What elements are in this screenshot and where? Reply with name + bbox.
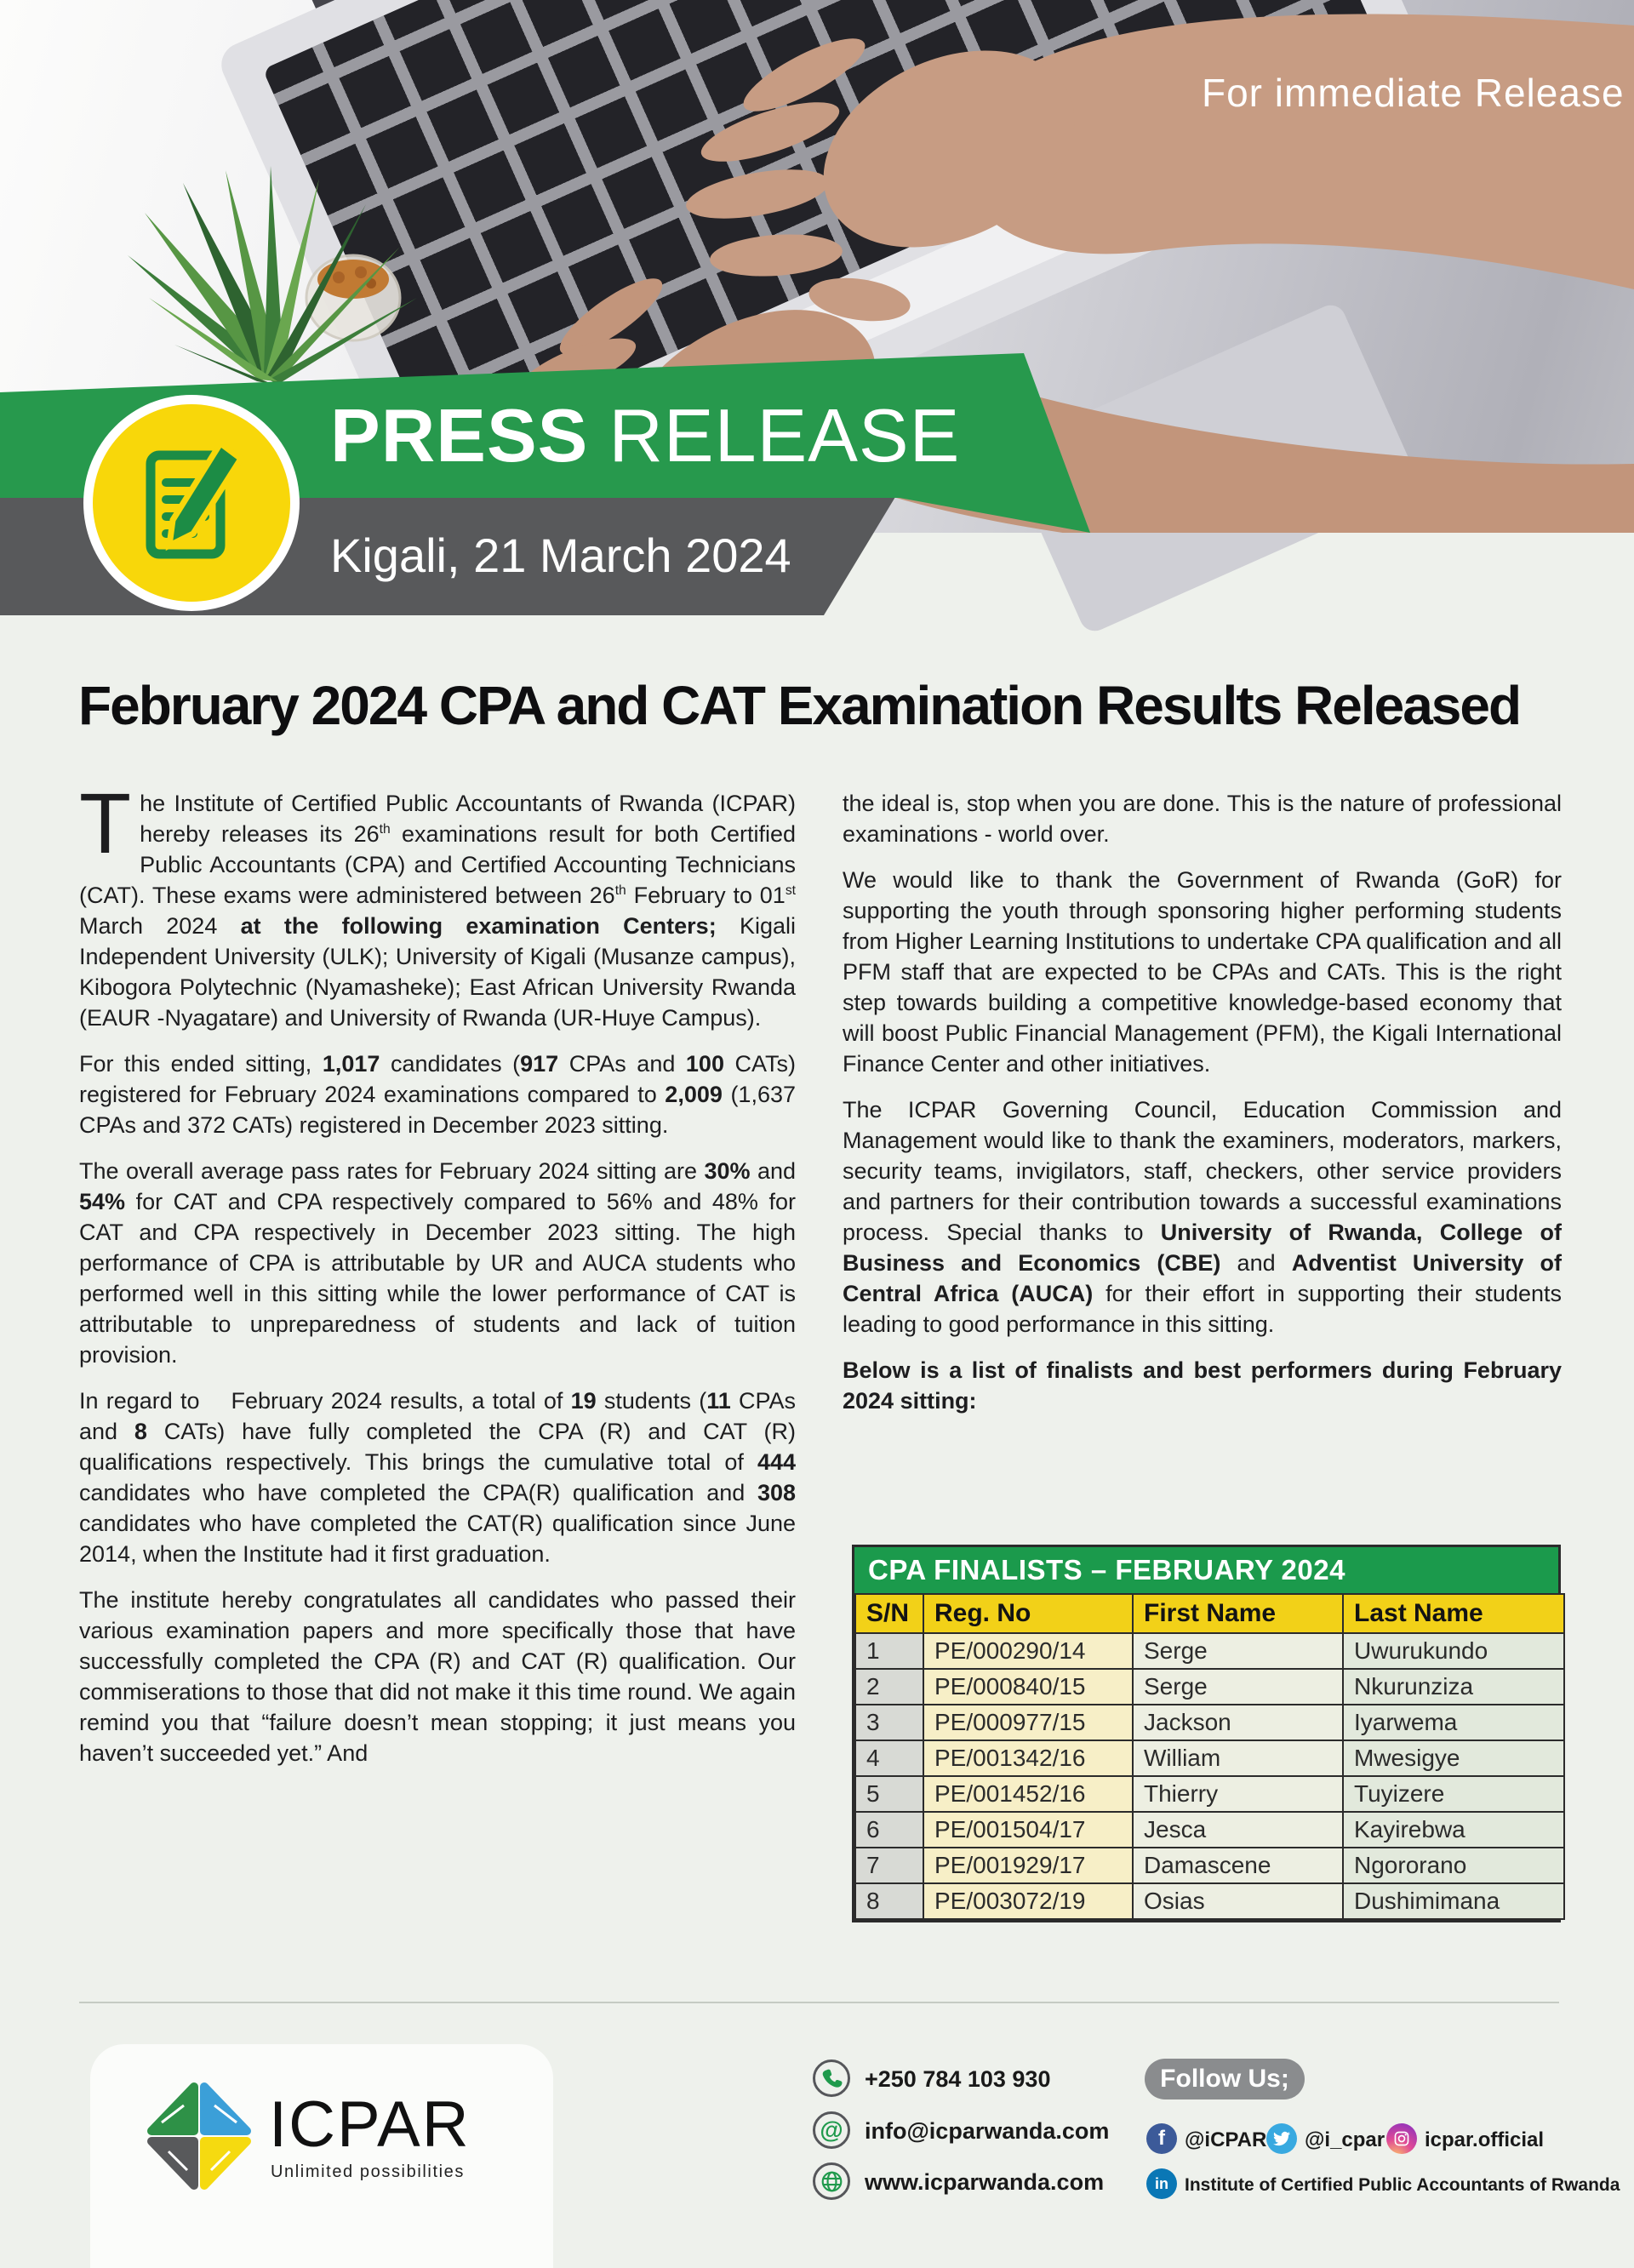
footer-divider [79,2002,1559,2003]
banner-date: Kigali, 21 March 2024 [330,528,791,582]
table-cell: 2 [855,1669,923,1705]
finalists-table [852,1545,1561,1922]
linkedin-handle: Institute of Certified Public Accountants of Rwanda [1185,2175,1620,2195]
table-cell: Uwurukundo [1343,1633,1564,1669]
twitter-handle: @i_cpar [1305,2128,1385,2151]
table-cell: Ngororano [1343,1848,1564,1883]
table-header-row [855,1594,1564,1633]
article-right-column [843,788,1562,1431]
paragraph: The institute hereby congratulates all candidates who passed their various examination papers and more specifically those that have successfully completed the CPA (R) and CAT (R) qualification. Our commiserations to those that did not make it this time round. We again remind you that “failure doesn’t mean stopping; it just means you haven’t succeeded yet.” And [79,1587,796,1766]
icpar-logo-icon [143,2080,255,2192]
press-badge [83,395,300,611]
table-cell: Serge [1133,1669,1343,1705]
table-cell: Mwesigye [1343,1740,1564,1776]
table-cell: 5 [855,1776,923,1812]
table-cell: PE/001452/16 [923,1776,1133,1812]
table-cell: 4 [855,1740,923,1776]
table-cell: Jesca [1133,1812,1343,1848]
table-cell: PE/003072/19 [923,1883,1133,1919]
press-badge-circle [93,404,290,602]
linkedin-icon[interactable] [1146,2168,1177,2199]
table-cell: 1 [855,1633,923,1669]
facebook-icon[interactable] [1146,2123,1177,2154]
table-cell: Damascene [1133,1848,1343,1883]
column-header: Last Name [1343,1594,1564,1633]
table-row [855,1848,1564,1883]
column-header: S/N [855,1594,923,1633]
table-cell: PE/000840/15 [923,1669,1133,1705]
table-cell: William [1133,1740,1343,1776]
table-row [855,1812,1564,1848]
table-cell: PE/001504/17 [923,1812,1133,1848]
table-cell: Dushimimana [1343,1883,1564,1919]
table-cell: PE/000290/14 [923,1633,1133,1669]
document-pen-icon [93,404,290,602]
facebook-handle: @iCPAR [1185,2128,1267,2151]
finalists-table-grid [854,1593,1565,1920]
paragraph: Below is a list of finalists and best performers during February 2024 sitting: [843,1357,1562,1414]
at-glyph: @ [820,2117,843,2143]
instagram-icon[interactable] [1386,2123,1417,2154]
email-address[interactable]: info@icparwanda.com [865,2118,1110,2144]
paragraph: The overall average pass rates for February 2024 sitting are 30% and 54% for CAT and CPA respectively compared to 56% and 48% for CAT and CPA respectively in December 2023 sitting. The high performance of CPA is attributable by UR and AUCA students who performed well in this sitting while the lower performance of CAT is attributable to unpreparedness of students and lack of tuition provision. [79,1158,796,1368]
table-cell: PE/001929/17 [923,1848,1133,1883]
table-cell: PE/000977/15 [923,1705,1133,1740]
table-cell: 8 [855,1883,923,1919]
linkedin-glyph: in [1155,2174,1168,2192]
paragraph: In regard to February 2024 results, a total of 19 students (11 CPAs and 8 CATs) have fully completed the CPA (R) and CAT (R) qualifications respectively. This brings the cumulative total of 444 candidates who have completed the CPA(R) qualification and 308 candidates who have completed the CAT(R) qualification since June 2014, when the Institute had it first graduation. [79,1388,797,1567]
table-cell: Nkurunziza [1343,1669,1564,1705]
instagram-handle: icpar.official [1425,2128,1545,2151]
table-row [855,1705,1564,1740]
table-cell: Iyarwema [1343,1705,1564,1740]
table-row [855,1669,1564,1705]
table-row [855,1740,1564,1776]
icpar-logo-tagline: Unlimited possibilities [271,2162,465,2181]
phone-number: +250 784 103 930 [865,2066,1051,2092]
facebook-glyph: f [1158,2127,1165,2150]
table-cell: Osias [1133,1883,1343,1919]
table-cell: Jackson [1133,1705,1343,1740]
release-note: For immediate Release [1202,71,1625,115]
table-cell: PE/001342/16 [923,1740,1133,1776]
table-cell: Thierry [1133,1776,1343,1812]
banner-title [330,393,961,477]
table-cell: 7 [855,1848,923,1883]
finalists-table-title: CPA FINALISTS – FEBRUARY 2024 [854,1547,1558,1593]
paragraph: The ICPAR Governing Council, Education Commission and Management would like to thank the examiners, moderators, markers, security teams, invigilators, staff, checkers, other service providers and partners for their contribution towards a successful examinations process. Special thanks to University of Rwanda, College of Business and Economics (CBE) and Adventist University of Central Africa (AUCA) for their effort in supporting their students leading to good performance in this sitting. [843,1097,1563,1337]
paragraph: The Institute of Certified Public Accountants of Rwanda (ICPAR) hereby releases its 26th examinations result for both Certified Public Accountants (CPA) and Certified Accounting Technicians (CAT). These exams were administered between 26th February to 01st March 2024 at the following examination Centers; Kigali Independent University (ULK); University of Kigali (Musanze campus), Kibogora Polytechnic (Nyamasheke); East African University Rwanda (EAUR -Nyagatare) and University of Rwanda (UR-Huye Campus). [79,776,797,1031]
table-cell: Tuyizere [1343,1776,1564,1812]
banner-title-press: PRESS [330,393,589,477]
table-row [855,1776,1564,1812]
column-header: First Name [1133,1594,1343,1633]
follow-us-pill: Follow Us; [1145,2059,1305,2099]
email-icon [813,2111,850,2149]
drop-cap: T [79,776,132,871]
website-url[interactable]: www.icparwanda.com [865,2169,1105,2195]
table-row [855,1633,1564,1669]
table-cell: Serge [1133,1633,1343,1669]
article-title: February 2024 CPA and CAT Examination Results Released [78,675,1521,736]
table-cell: 3 [855,1705,923,1740]
table-cell: 6 [855,1812,923,1848]
banner-title-release: RELEASE [608,393,961,477]
phone-icon [813,2059,850,2097]
column-header: Reg. No [923,1594,1133,1633]
paragraph: We would like to thank the Government of Rwanda (GoR) for supporting the youth through sponsoring higher performing students from Higher Learning Institutions to undertake CPA qualification and all PFM staff that are expected to be CPAs and CATs. This is the right step towards building a competitive knowledge-based economy that will boost Public Financial Management (PFM), the Kigali International Finance Center and other initiatives. [843,867,1562,1077]
paragraph: For this ended sitting, 1,017 candidates (917 CPAs and 100 CATs) registered for February 2024 examinations compared to 2,009 (1,637 CPAs and 372 CATs) registered in December 2023 sitting. [79,1051,797,1138]
paragraph: the ideal is, stop when you are done. This is the nature of professional examinations - world over. [843,791,1562,847]
article-left-column [79,776,797,1784]
twitter-icon[interactable] [1266,2123,1297,2154]
table-row [855,1883,1564,1919]
icpar-logo-text: ICPAR [269,2088,471,2161]
globe-icon [813,2162,850,2200]
table-cell: Kayirebwa [1343,1812,1564,1848]
